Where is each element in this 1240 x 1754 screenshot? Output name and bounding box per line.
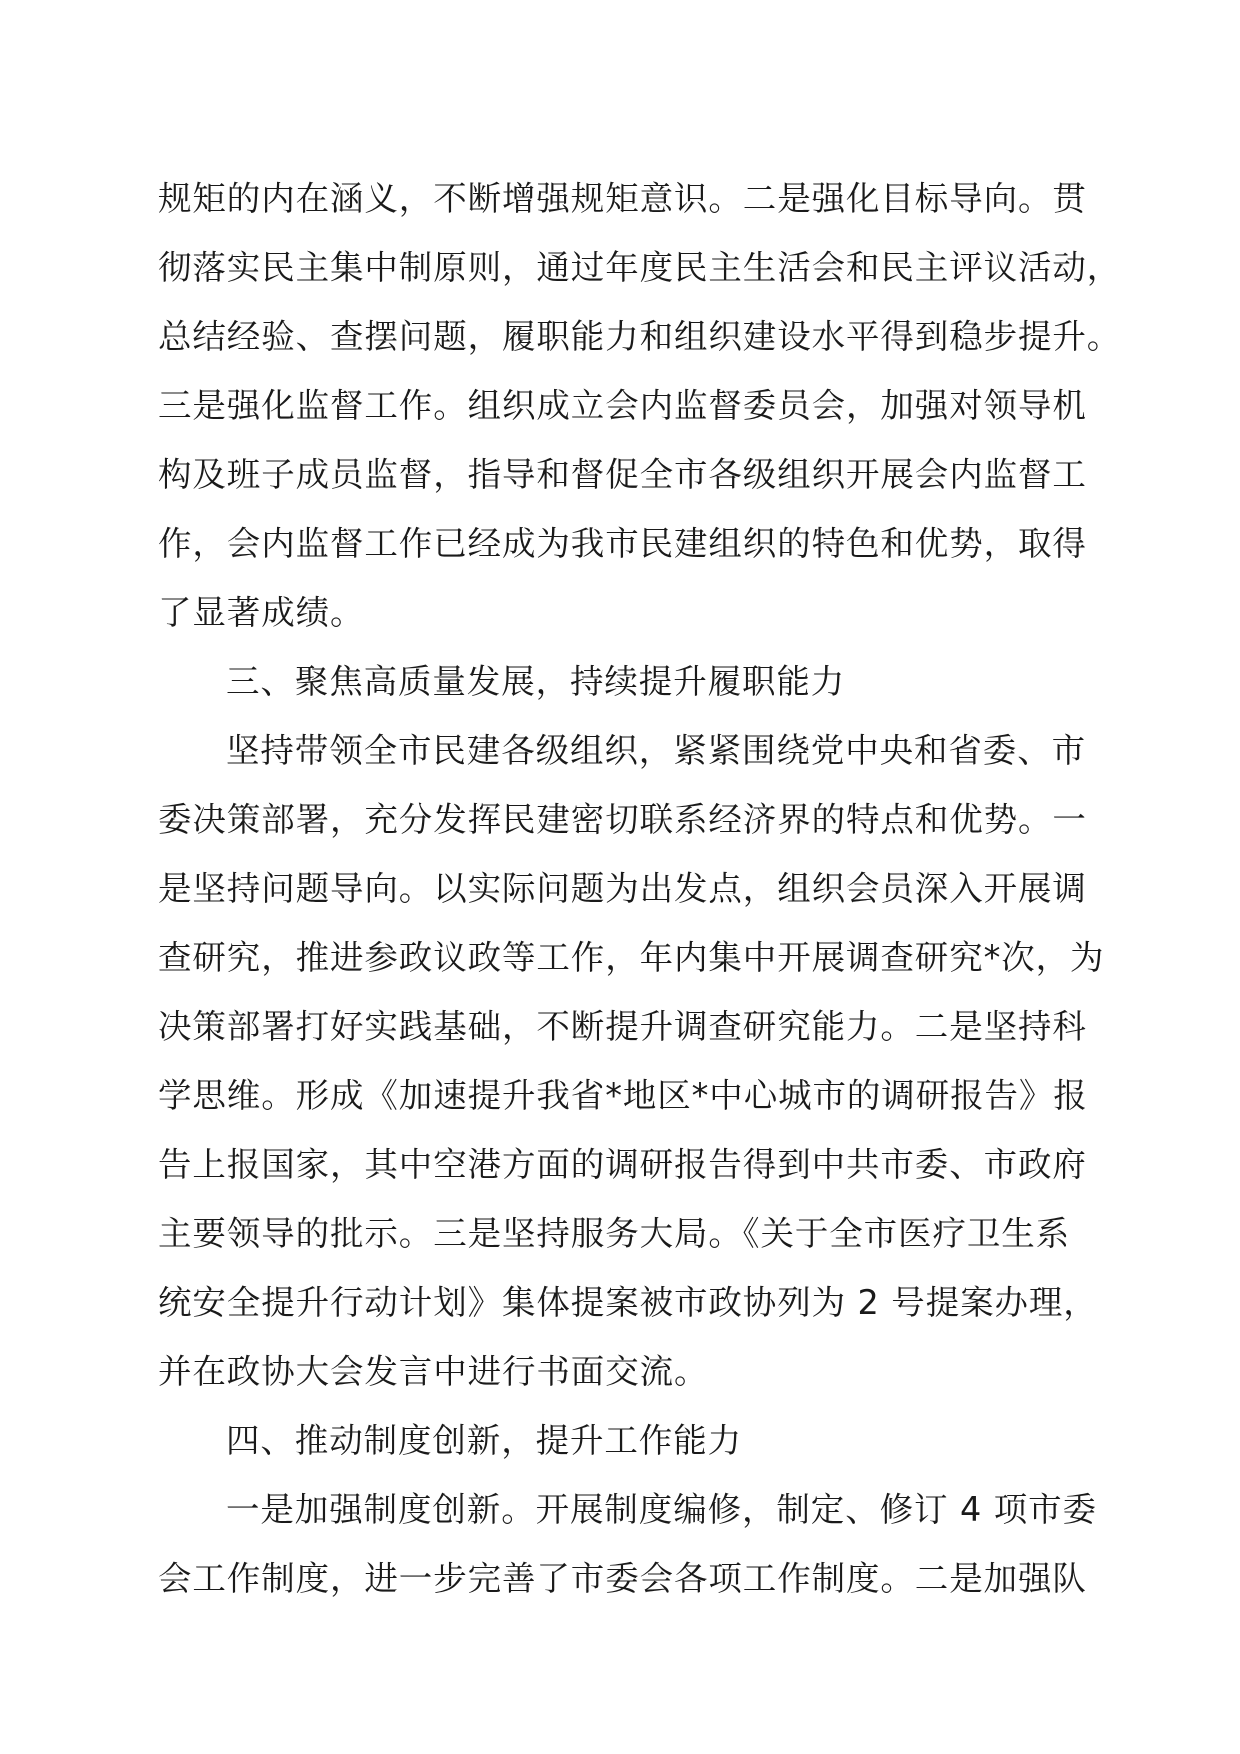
text-line: 三是强化监督工作。组织成立会内监督委员会，加强对领导机 [158,386,1087,425]
text-line: 告上报国家，其中空港方面的调研报告得到中共市委、市政府 [158,1145,1087,1184]
text-line: 学思维。形成《加速提升我省*地区*中心城市的调研报告》报 [158,1076,1088,1115]
text-line: 会工作制度，进一步完善了市委会各项工作制度。二是加强队 [158,1559,1087,1598]
text-line: 统安全提升行动计划》集体提案被市政协列为 2 号提案办理， [158,1283,1098,1322]
section-heading: 四、推动制度创新，提升工作能力 [226,1421,742,1460]
section-heading: 三、聚焦高质量发展，持续提升履职能力 [226,662,846,701]
text-line: 彻落实民主集中制原则，通过年度民主生活会和民主评议活动， [158,248,1122,287]
text-line: 构及班子成员监督，指导和督促全市各级组织开展会内监督工 [158,455,1087,494]
text-line: 作，会内监督工作已经成为我市民建组织的特色和优势，取得 [158,524,1087,563]
text-line: 主要领导的批示。三是坚持服务大局。《关于全市医疗卫生系 [158,1214,1071,1253]
text-line: 了显著成绩。 [158,593,365,632]
text-line: 是坚持问题导向。以实际问题为出发点，组织会员深入开展调 [158,869,1087,908]
text-line: 一是加强制度创新。开展制度编修，制定、修订 4 项市委 [226,1490,1097,1529]
text-line: 决策部署打好实践基础，不断提升调查研究能力。二是坚持科 [158,1007,1087,1046]
text-line: 坚持带领全市民建各级组织，紧紧围绕党中央和省委、市 [226,731,1086,770]
text-line: 并在政协大会发言中进行书面交流。 [158,1352,709,1391]
text-line: 委决策部署，充分发挥民建密切联系经济界的特点和优势。一 [158,800,1087,839]
text-line: 规矩的内在涵义，不断增强规矩意识。二是强化目标导向。贯 [158,179,1087,218]
text-line: 查研究，推进参政议政等工作，年内集中开展调查研究*次，为 [158,938,1105,977]
text-line: 总结经验、查摆问题，履职能力和组织建设水平得到稳步提升。 [158,317,1122,356]
